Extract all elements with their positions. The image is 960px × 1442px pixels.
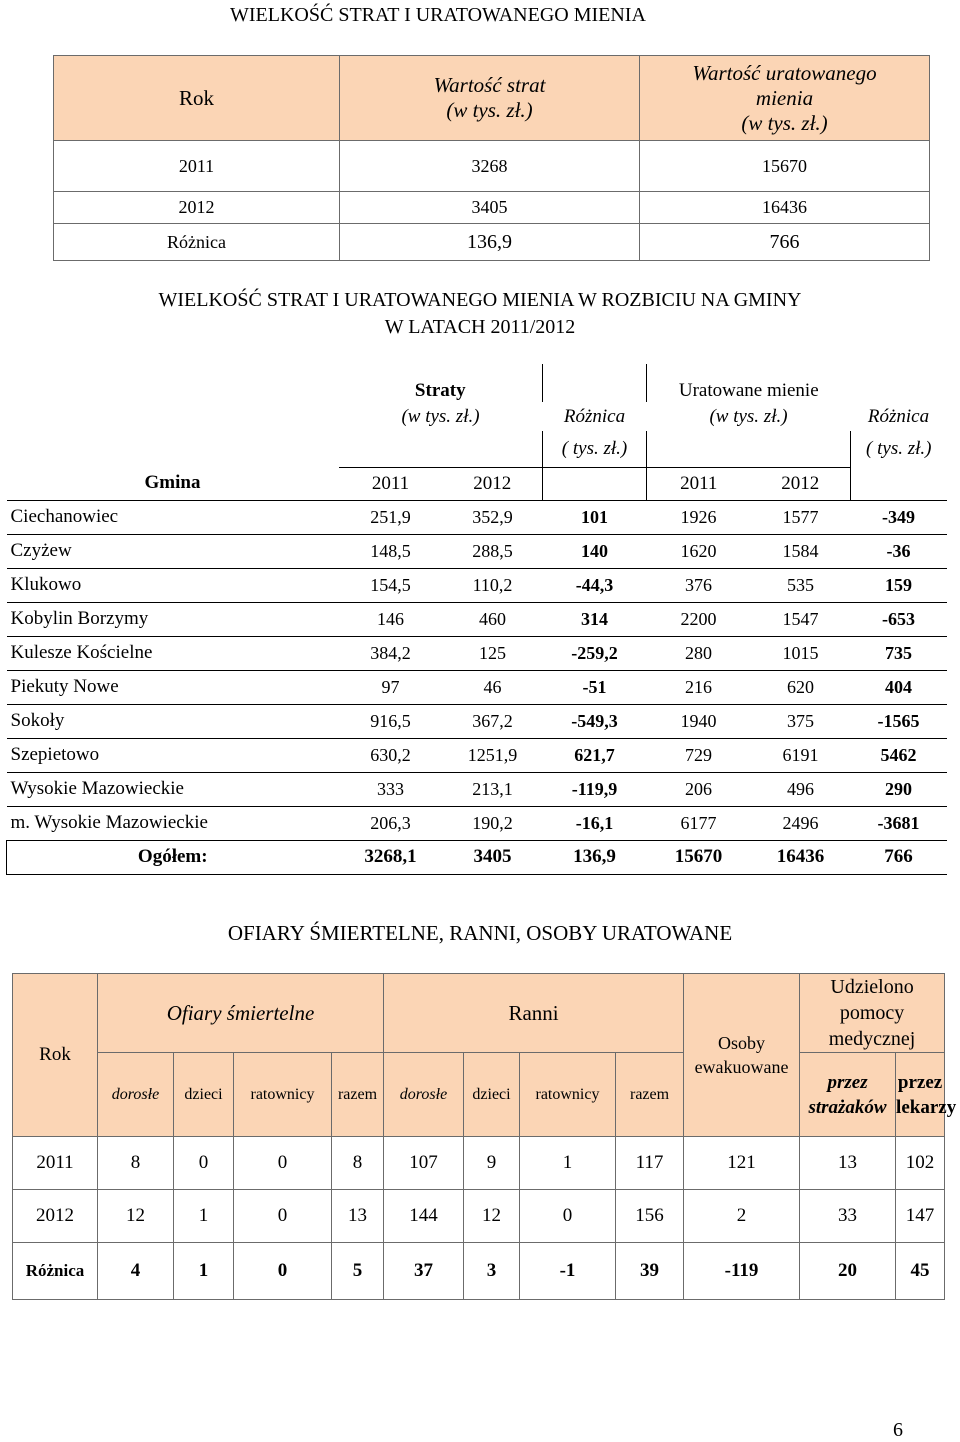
- cell: 125: [443, 636, 543, 670]
- straty-unit: (w tys. zł.): [401, 405, 480, 427]
- cell: 621,7: [543, 738, 647, 772]
- cell: 6191: [751, 738, 851, 772]
- gmina-name: Czyżew: [7, 534, 339, 568]
- table-header-row: [54, 56, 930, 141]
- cell: 146: [339, 602, 443, 636]
- cell: 404: [851, 670, 947, 704]
- table-row: [7, 772, 947, 806]
- table-row: [7, 568, 947, 602]
- cell: 290: [851, 772, 947, 806]
- cell: 117: [616, 1137, 684, 1190]
- cell: -3681: [851, 806, 947, 840]
- cell: 206: [647, 772, 751, 806]
- uratowane-unit: (w tys. zł.): [709, 405, 788, 427]
- header-rok: Rok: [54, 56, 340, 141]
- cell: 136,9: [340, 224, 640, 261]
- cell: 6177: [647, 806, 751, 840]
- total-label: Ogółem:: [7, 840, 339, 874]
- cell: -44,3: [543, 568, 647, 602]
- cell: 39: [616, 1243, 684, 1300]
- cell: 144: [384, 1190, 464, 1243]
- cell: 1: [520, 1137, 616, 1190]
- gmina-name: Szepietowo: [7, 738, 339, 772]
- cell: 0: [234, 1137, 332, 1190]
- sub-dorosle: dorosłe: [98, 1053, 174, 1137]
- cell: 37: [384, 1243, 464, 1300]
- table-row: [54, 192, 930, 224]
- sub-razem: razem: [616, 1053, 684, 1137]
- cell: -51: [543, 670, 647, 704]
- header-ranni: Ranni: [384, 974, 684, 1053]
- cell: 216: [647, 670, 751, 704]
- total-cell: 766: [851, 840, 947, 874]
- sub-dzieci: dzieci: [174, 1053, 234, 1137]
- cell: 156: [616, 1190, 684, 1243]
- header-osoby-ewakuowane: Osoby ewakuowane: [684, 974, 800, 1137]
- table-row-roznica: [54, 224, 930, 261]
- table-row: [7, 670, 947, 704]
- cell: -549,3: [543, 704, 647, 738]
- total-cell: 3268,1: [339, 840, 443, 874]
- header-ofiary: Ofiary śmiertelne: [98, 974, 384, 1053]
- casualties-table: [12, 973, 957, 1300]
- cell: -349: [851, 500, 947, 534]
- gmina-name: m. Wysokie Mazowieckie: [7, 806, 339, 840]
- gmina-name: Piekuty Nowe: [7, 670, 339, 704]
- cell: -259,2: [543, 636, 647, 670]
- cell: -1: [520, 1243, 616, 1300]
- total-row: [7, 840, 947, 874]
- cell: 460: [443, 602, 543, 636]
- cell: 1577: [751, 500, 851, 534]
- cell: 147: [896, 1190, 945, 1243]
- cell: 3268: [340, 141, 640, 192]
- cell: 288,5: [443, 534, 543, 568]
- cell: 916,5: [339, 704, 443, 738]
- cell: 102: [896, 1137, 945, 1190]
- cell: 5462: [851, 738, 947, 772]
- cell: 0: [174, 1137, 234, 1190]
- cell: 2012: [13, 1190, 98, 1243]
- cell: -119,9: [543, 772, 647, 806]
- cell: -16,1: [543, 806, 647, 840]
- header-pomoc-medyczna: Udzielono pomocy medycznej: [800, 974, 945, 1053]
- cell: 33: [800, 1190, 896, 1243]
- table-row: [13, 1137, 945, 1190]
- cell: 121: [684, 1137, 800, 1190]
- gmina-name: Klukowo: [7, 568, 339, 602]
- cell: 496: [751, 772, 851, 806]
- header-wartosc-strat: Wartość strat (w tys. zł.): [340, 56, 640, 141]
- cell: 766: [640, 224, 930, 261]
- gmina-name: Kobylin Borzymy: [7, 602, 339, 636]
- cell: 384,2: [339, 636, 443, 670]
- cell: -653: [851, 602, 947, 636]
- sub-ratownicy: ratownicy: [520, 1053, 616, 1137]
- header-row-2: [7, 402, 947, 431]
- cell: 190,2: [443, 806, 543, 840]
- cell: 0: [520, 1190, 616, 1243]
- cell: 4: [98, 1243, 174, 1300]
- losses-by-municipality-table: [6, 364, 947, 875]
- sub-dzieci: dzieci: [464, 1053, 520, 1137]
- cell: 13: [332, 1190, 384, 1243]
- cell: 13: [800, 1137, 896, 1190]
- gmina-name: Sokoły: [7, 704, 339, 738]
- cell: 20: [800, 1243, 896, 1300]
- cell: 110,2: [443, 568, 543, 602]
- table-row: [7, 500, 947, 534]
- cell: 0: [234, 1190, 332, 1243]
- total-cell: 3405: [443, 840, 543, 874]
- cell: 9: [464, 1137, 520, 1190]
- cell: 148,5: [339, 534, 443, 568]
- cell: 8: [98, 1137, 174, 1190]
- cell: 0: [234, 1243, 332, 1300]
- cell: 1584: [751, 534, 851, 568]
- year-2011-uratowane: 2011: [680, 472, 718, 494]
- cell: -1565: [851, 704, 947, 738]
- cell: 213,1: [443, 772, 543, 806]
- gmina-name: Wysokie Mazowieckie: [7, 772, 339, 806]
- section2-title: [0, 287, 960, 341]
- cell: 375: [751, 704, 851, 738]
- cell: 314: [543, 602, 647, 636]
- cell: 12: [98, 1190, 174, 1243]
- table-row: [54, 141, 930, 192]
- cell: 97: [339, 670, 443, 704]
- cell: 280: [647, 636, 751, 670]
- cell: 352,9: [443, 500, 543, 534]
- cell: 2011: [13, 1137, 98, 1190]
- cell: 16436: [640, 192, 930, 224]
- year-2012-straty: 2012: [443, 467, 543, 500]
- cell: 5: [332, 1243, 384, 1300]
- cell: 1015: [751, 636, 851, 670]
- sub-razem: razem: [332, 1053, 384, 1137]
- roznica-uratowane-unit: ( tys. zł.): [866, 438, 932, 459]
- sub-przez-strazakow: przez strażaków: [800, 1053, 896, 1137]
- header-row-3: [7, 431, 947, 467]
- table-row: [7, 704, 947, 738]
- roznica-uratowane-label: Różnica: [867, 405, 930, 427]
- year-2011-straty: 2011: [371, 472, 410, 494]
- section1-title: WIELKOŚĆ STRAT I URATOWANEGO MIENIA: [230, 4, 646, 26]
- header-row-1: [13, 974, 945, 1053]
- sub-ratownicy: ratownicy: [234, 1053, 332, 1137]
- cell: 2: [684, 1190, 800, 1243]
- roznica-straty-unit: ( tys. zł.): [543, 431, 647, 467]
- cell: 376: [647, 568, 751, 602]
- cell: 735: [851, 636, 947, 670]
- table-row: [7, 602, 947, 636]
- cell: 535: [751, 568, 851, 602]
- cell: 206,3: [339, 806, 443, 840]
- cell: 251,9: [339, 500, 443, 534]
- table-row: [7, 738, 947, 772]
- cell: Różnica: [54, 224, 340, 261]
- sub-przez-lekarzy: przez lekarzy: [896, 1053, 945, 1137]
- losses-summary-table: [53, 55, 930, 261]
- cell: 1: [174, 1190, 234, 1243]
- table-row: [7, 636, 947, 670]
- cell: 101: [543, 500, 647, 534]
- header-row-years: [7, 467, 947, 500]
- cell: 630,2: [339, 738, 443, 772]
- cell: 2011: [54, 141, 340, 192]
- cell: 154,5: [339, 568, 443, 602]
- cell: 333: [339, 772, 443, 806]
- year-2012-uratowane: 2012: [751, 467, 851, 500]
- cell: 367,2: [443, 704, 543, 738]
- section2-title-line2: W LATACH 2011/2012: [384, 316, 576, 338]
- cell: 3405: [340, 192, 640, 224]
- header-row-2: [13, 1053, 945, 1137]
- group-straty: Straty: [339, 364, 543, 402]
- table-row: [7, 534, 947, 568]
- cell: -36: [851, 534, 947, 568]
- header-row-1: [7, 364, 947, 402]
- cell: 107: [384, 1137, 464, 1190]
- cell: 729: [647, 738, 751, 772]
- cell: Różnica: [13, 1243, 98, 1300]
- total-cell: 136,9: [543, 840, 647, 874]
- cell: 2496: [751, 806, 851, 840]
- cell: 1926: [647, 500, 751, 534]
- gmina-name: Ciechanowiec: [7, 500, 339, 534]
- cell: 8: [332, 1137, 384, 1190]
- cell: 1620: [647, 534, 751, 568]
- section3-title: OFIARY ŚMIERTELNE, RANNI, OSOBY URATOWANE: [227, 921, 733, 945]
- cell: 2200: [647, 602, 751, 636]
- cell: 1: [174, 1243, 234, 1300]
- section2-title-line1: WIELKOŚĆ STRAT I URATOWANEGO MIENIA W ROZBICIU NA GMINY: [158, 289, 802, 311]
- cell: 159: [851, 568, 947, 602]
- total-cell: 15670: [647, 840, 751, 874]
- sub-dorosle: dorosłe: [384, 1053, 464, 1137]
- header-rok: Rok: [13, 974, 98, 1137]
- gmina-name: Kulesze Kościelne: [7, 636, 339, 670]
- table-row: [7, 806, 947, 840]
- page-number: 6: [893, 1419, 903, 1441]
- group-uratowane: Uratowane mienie: [678, 380, 819, 401]
- cell: 15670: [640, 141, 930, 192]
- cell: 1940: [647, 704, 751, 738]
- table-row: [13, 1190, 945, 1243]
- header-gmina: Gmina: [144, 472, 201, 494]
- roznica-straty-label: Różnica: [563, 405, 626, 427]
- cell: 1251,9: [443, 738, 543, 772]
- cell: 620: [751, 670, 851, 704]
- cell: 140: [543, 534, 647, 568]
- header-wartosc-uratowanego: Wartość uratowanego mienia (w tys. zł.): [640, 56, 930, 141]
- cell: 3: [464, 1243, 520, 1300]
- cell: 2012: [54, 192, 340, 224]
- cell: 1547: [751, 602, 851, 636]
- cell: 12: [464, 1190, 520, 1243]
- table-row-roznica: [13, 1243, 945, 1300]
- cell: 46: [443, 670, 543, 704]
- cell: -119: [684, 1243, 800, 1300]
- cell: 45: [896, 1243, 945, 1300]
- total-cell: 16436: [751, 840, 851, 874]
